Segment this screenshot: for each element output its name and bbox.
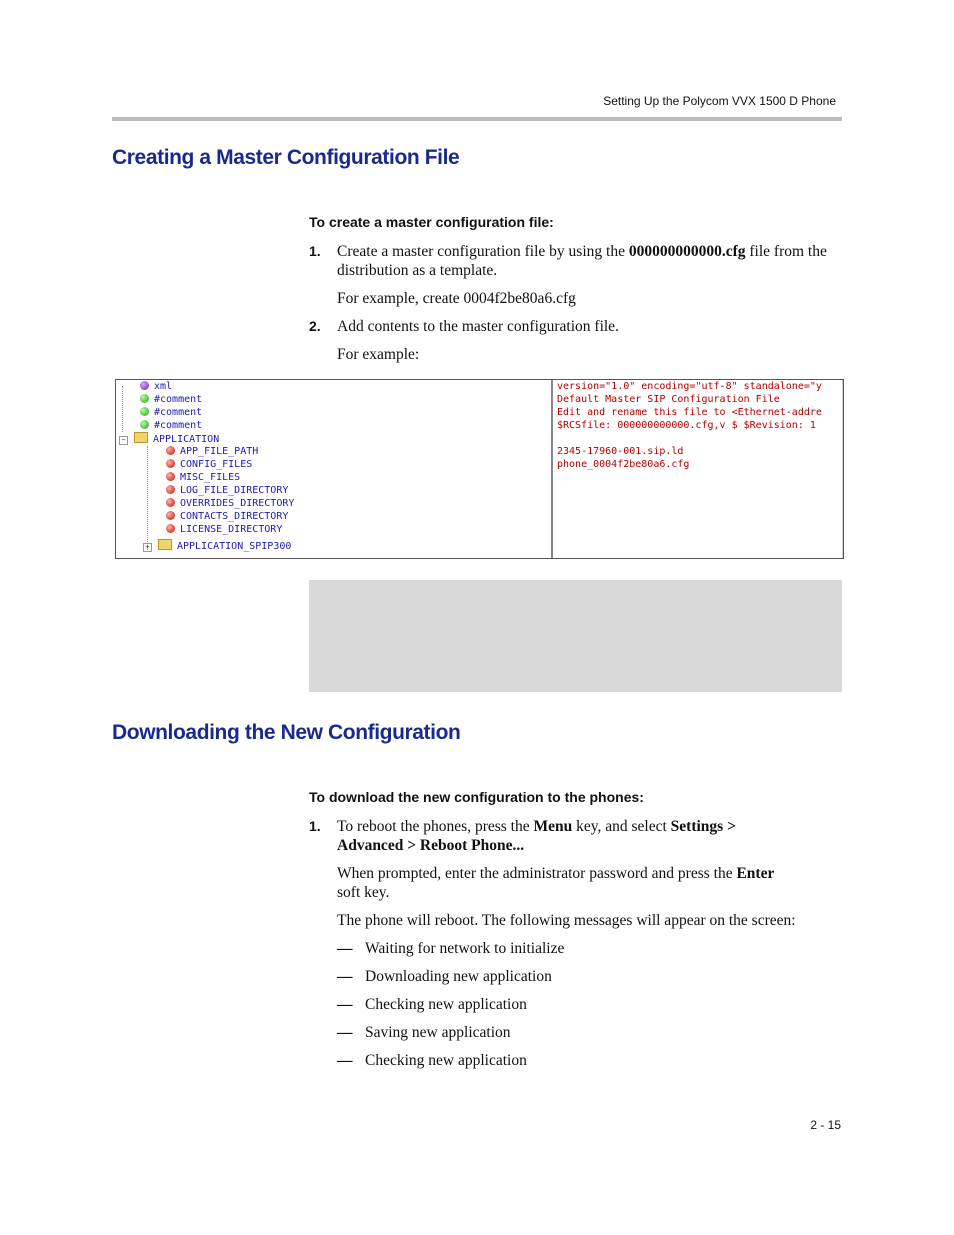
- procedure-title-download: To download the new configuration to the phones:: [309, 789, 644, 805]
- step-text: Create a master configuration file by using the 000000000000.cfg file from the distribution as a template.: [337, 243, 827, 279]
- tree-node[interactable]: LICENSE_DIRECTORY: [166, 523, 282, 536]
- list-item: — Waiting for network to initialize: [337, 940, 565, 957]
- step-paragraph: When prompted, enter the administrator password and press the Enter soft key.: [337, 865, 775, 901]
- tree-node[interactable]: MISC_FILES: [166, 471, 240, 484]
- step-example: For example:: [337, 346, 420, 363]
- red-node-icon: [166, 472, 175, 481]
- tree-node[interactable]: CONFIG_FILES: [166, 458, 252, 471]
- step-text: To reboot the phones, press the Menu key, and select Settings > Advanced > Reboot Phone...: [337, 818, 736, 854]
- list-item: — Checking new application: [337, 1052, 527, 1069]
- tree-node[interactable]: #comment: [140, 393, 202, 406]
- folder-icon: [158, 539, 172, 550]
- purple-node-icon: [140, 381, 149, 390]
- red-node-icon: [166, 524, 175, 533]
- value-cell[interactable]: Default Master SIP Configuration File: [557, 394, 780, 405]
- step-number: 2.: [309, 318, 321, 334]
- tree-node[interactable]: xml: [140, 380, 172, 393]
- tree-node[interactable]: OVERRIDES_DIRECTORY: [166, 497, 294, 510]
- list-item: — Checking new application: [337, 996, 527, 1013]
- red-node-icon: [166, 498, 175, 507]
- tree-node[interactable]: LOG_FILE_DIRECTORY: [166, 484, 288, 497]
- header-rule: [112, 117, 842, 121]
- red-node-icon: [166, 459, 175, 468]
- tree-node[interactable]: CONTACTS_DIRECTORY: [166, 510, 288, 523]
- list-item: — Downloading new application: [337, 968, 552, 985]
- red-node-icon: [166, 485, 175, 494]
- tree-node-folder[interactable]: − APPLICATION: [119, 432, 219, 445]
- step-number: 1.: [309, 243, 321, 259]
- collapse-icon[interactable]: −: [119, 436, 128, 445]
- green-node-icon: [140, 394, 149, 403]
- step-text: Add contents to the master configuration file.: [337, 318, 619, 335]
- value-cell[interactable]: phone_0004f2be80a6.cfg: [557, 459, 690, 470]
- tree-node[interactable]: #comment: [140, 406, 202, 419]
- green-node-icon: [140, 407, 149, 416]
- xml-value-pane: [551, 380, 844, 558]
- procedure-title-create: To create a master configuration file:: [309, 214, 554, 230]
- step-number: 1.: [309, 818, 321, 834]
- red-node-icon: [166, 446, 175, 455]
- value-cell[interactable]: 2345-17960-001.sip.ld: [557, 446, 684, 457]
- folder-icon: [134, 432, 148, 443]
- tree-node[interactable]: #comment: [140, 419, 202, 432]
- section-heading-master-config: Creating a Master Configuration File: [112, 146, 460, 169]
- tree-node-folder[interactable]: + APPLICATION_SPIP300: [143, 539, 291, 552]
- value-cell[interactable]: $RCSfile: 000000000000.cfg,v $ $Revision: 1: [557, 420, 816, 431]
- scrollbar[interactable]: [842, 380, 844, 558]
- green-node-icon: [140, 420, 149, 429]
- section-heading-download: Downloading the New Configuration: [112, 721, 461, 744]
- page-number: 2 - 15: [810, 1118, 841, 1132]
- step-paragraph: The phone will reboot. The following messages will appear on the screen:: [337, 912, 796, 929]
- expand-icon[interactable]: +: [143, 543, 152, 552]
- step-example: For example, create 0004f2be80a6.cfg: [337, 290, 576, 307]
- value-cell[interactable]: Edit and rename this file to <Ethernet-addre: [557, 407, 822, 418]
- xml-editor-screenshot: [115, 379, 844, 559]
- running-header: Setting Up the Polycom VVX 1500 D Phone: [603, 94, 836, 108]
- tree-node[interactable]: APP_FILE_PATH: [166, 445, 258, 458]
- xml-tree-pane: [116, 380, 551, 558]
- value-cell[interactable]: version="1.0" encoding="utf-8" standalone="y: [557, 381, 822, 392]
- note-box: [309, 580, 842, 692]
- red-node-icon: [166, 511, 175, 520]
- list-item: — Saving new application: [337, 1024, 511, 1041]
